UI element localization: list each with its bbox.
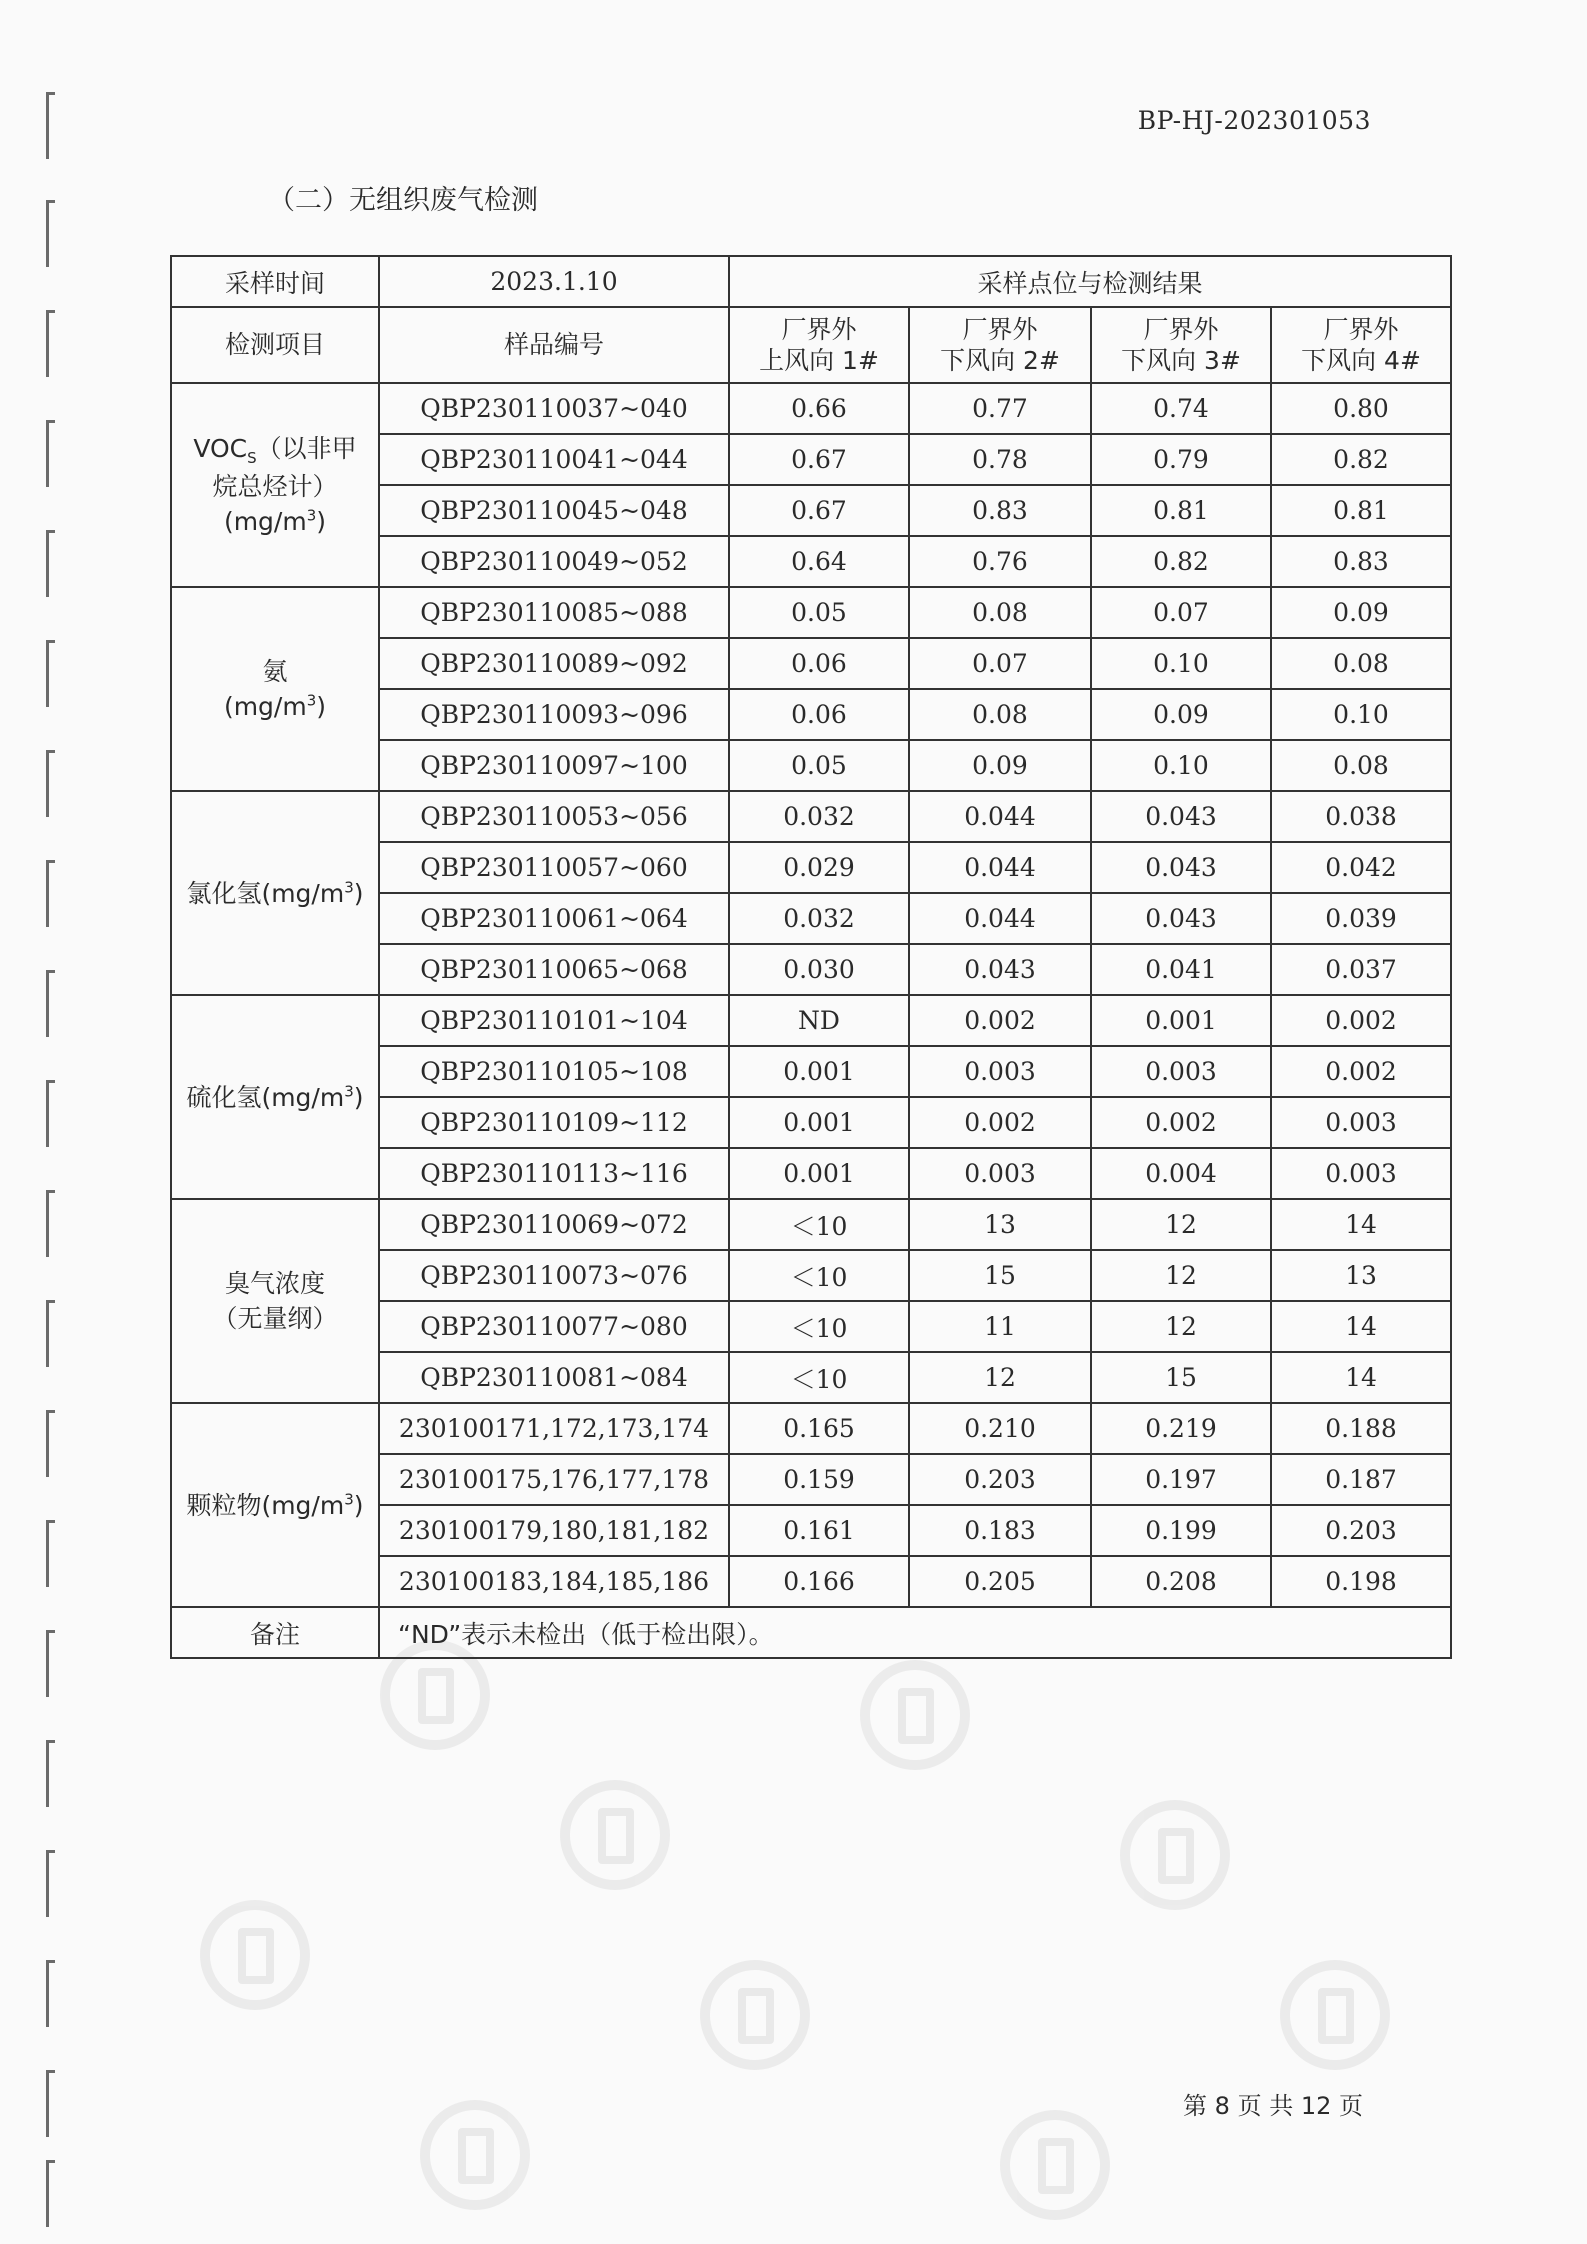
location-line2: 下风向 3# [1121,346,1241,375]
result-value-cell: 0.003 [909,1148,1091,1199]
binder-mark [46,970,55,1037]
watermark-logo [700,1960,810,2070]
result-value-cell: 11 [909,1301,1091,1352]
result-value-cell: 12 [909,1352,1091,1403]
binder-mark [46,310,55,377]
result-value-cell: 0.10 [1091,740,1271,791]
result-value-cell: ＜10 [729,1250,909,1301]
sample-number-cell: QBP230110065~068 [379,944,729,995]
result-value-cell: 12 [1091,1301,1271,1352]
result-value-cell: 0.032 [729,791,909,842]
result-value-cell: 14 [1271,1199,1451,1250]
result-value-cell: 0.043 [1091,893,1271,944]
result-value-cell: 0.188 [1271,1403,1451,1454]
sample-number-cell: QBP230110097~100 [379,740,729,791]
watermark-logo [1120,1800,1230,1910]
sample-number-cell: QBP230110069~072 [379,1199,729,1250]
result-value-cell: 13 [909,1199,1091,1250]
sample-number-cell: QBP230110045~048 [379,485,729,536]
watermark-logo [1280,1960,1390,2070]
binder-mark [46,530,55,597]
test-item-cell [171,791,379,995]
result-value-cell: 14 [1271,1352,1451,1403]
sample-number-cell: QBP230110057~060 [379,842,729,893]
result-value-cell: 0.002 [1091,1097,1271,1148]
binder-mark [46,1850,55,1917]
sample-number-cell: QBP230110073~076 [379,1250,729,1301]
note-row [171,1607,1451,1658]
watermark-logo [860,1660,970,1770]
test-item-line: 颗粒物$(mg/m^3)$ [186,1490,364,1520]
page-number: 第 8 页 共 12 页 [1183,2092,1363,2120]
result-value-cell: 0.044 [909,893,1091,944]
binder-mark [46,420,55,487]
test-item-line: 氨 [262,657,288,686]
result-value-cell: 0.208 [1091,1556,1271,1607]
test-item-line: $(mg/m^3)$ [223,691,327,721]
binder-mark [46,1740,55,1807]
binder-mark [46,860,55,927]
result-value-cell: ＜10 [729,1199,909,1250]
result-value-cell: 0.81 [1091,485,1271,536]
result-value-cell: 0.64 [729,536,909,587]
result-value-cell: 0.210 [909,1403,1091,1454]
test-item-line: 硫化氢$(mg/m^3)$ [186,1082,364,1112]
result-value-cell: 0.08 [1271,638,1451,689]
result-value-cell: 0.76 [909,536,1091,587]
result-value-cell: 0.08 [909,689,1091,740]
result-value-cell: 0.003 [1271,1097,1451,1148]
sample-no-header: 样品编号 [379,307,729,383]
test-item-line: （无量纲） [212,1304,338,1333]
result-value-cell: 0.002 [1271,995,1451,1046]
test-item-cell [171,1199,379,1403]
report-number: BP-HJ-202301053 [1137,106,1371,135]
binder-mark [46,1410,55,1477]
section-title: （二）无组织废气检测 [268,185,538,216]
sample-number-cell: QBP230110049~052 [379,536,729,587]
result-value-cell: 0.67 [729,434,909,485]
result-value-cell: 0.166 [729,1556,909,1607]
result-value-cell: 0.003 [1091,1046,1271,1097]
result-value-cell: 0.203 [1271,1505,1451,1556]
sample-number-cell: QBP230110037~040 [379,383,729,434]
watermark-logo [200,1900,310,2010]
sample-number-cell: 230100179,180,181,182 [379,1505,729,1556]
sample-number-cell: QBP230110041~044 [379,434,729,485]
result-value-cell: 0.003 [909,1046,1091,1097]
result-value-cell: 15 [1091,1352,1271,1403]
location-header [1271,307,1451,383]
results-header: 采样点位与检测结果 [729,256,1451,307]
binder-mark [46,1300,55,1367]
location-line1: 厂界外 [1323,314,1399,344]
result-value-cell: 0.043 [1091,791,1271,842]
result-value-cell: ＜10 [729,1352,909,1403]
sampling-date: 2023.1.10 [379,256,729,307]
location-header [729,307,909,383]
result-value-cell: 0.74 [1091,383,1271,434]
table-row [171,995,1451,1046]
sample-number-cell: QBP230110085~088 [379,587,729,638]
location-line1: 厂界外 [781,314,857,344]
result-value-cell: 0.187 [1271,1454,1451,1505]
result-value-cell: 0.09 [1091,689,1271,740]
result-value-cell: 0.044 [909,791,1091,842]
result-value-cell: 0.09 [1271,587,1451,638]
location-header [1091,307,1271,383]
result-value-cell: 0.10 [1271,689,1451,740]
result-value-cell: 0.001 [729,1148,909,1199]
result-value-cell: 0.205 [909,1556,1091,1607]
result-value-cell: 0.001 [729,1097,909,1148]
table-row [171,1403,1451,1454]
result-value-cell: 0.042 [1271,842,1451,893]
result-value-cell: 0.001 [1091,995,1271,1046]
item-header: 检测项目 [171,307,379,383]
result-value-cell: 0.10 [1091,638,1271,689]
result-value-cell: 0.203 [909,1454,1091,1505]
result-value-cell: 0.79 [1091,434,1271,485]
binder-mark [46,640,55,707]
result-value-cell: 0.08 [909,587,1091,638]
result-value-cell: 0.81 [1271,485,1451,536]
watermark-logo [420,2100,530,2210]
result-value-cell: 0.161 [729,1505,909,1556]
sample-number-cell: QBP230110089~092 [379,638,729,689]
binder-mark [46,1190,55,1257]
result-value-cell: 15 [909,1250,1091,1301]
test-item-line: 氯化氢$(mg/m^3)$ [186,878,364,908]
result-value-cell: 0.82 [1271,434,1451,485]
sample-number-cell: 230100171,172,173,174 [379,1403,729,1454]
result-value-cell: 0.08 [1271,740,1451,791]
binder-mark [46,2070,55,2137]
table-row [171,383,1451,434]
result-value-cell: 0.197 [1091,1454,1271,1505]
result-value-cell: 0.09 [909,740,1091,791]
binder-mark [46,1960,55,2027]
result-value-cell: 0.002 [1271,1046,1451,1097]
results-table [170,255,1452,1659]
watermark-logo [1000,2110,1110,2220]
note-label: 备注 [171,1607,379,1658]
result-value-cell: 0.06 [729,689,909,740]
location-line2: 下风向 2# [940,346,1060,375]
result-value-cell: 0.003 [1271,1148,1451,1199]
location-line1: 厂界外 [962,314,1038,344]
test-item-line: 烷总烃计） [212,472,338,501]
binder-mark [46,1520,55,1587]
result-value-cell: 0.038 [1271,791,1451,842]
result-value-cell: 12 [1091,1250,1271,1301]
location-line2: 上风向 1# [759,346,879,375]
result-value-cell: 0.043 [1091,842,1271,893]
table-row [171,587,1451,638]
sample-number-cell: 230100175,176,177,178 [379,1454,729,1505]
result-value-cell: 0.06 [729,638,909,689]
result-value-cell: 0.029 [729,842,909,893]
result-value-cell: 0.043 [909,944,1091,995]
result-value-cell: 0.66 [729,383,909,434]
result-value-cell: 0.199 [1091,1505,1271,1556]
test-item-line: $VOC_S$（以非甲 [193,434,357,467]
table-header-row [171,256,1451,307]
result-value-cell: 0.07 [1091,587,1271,638]
result-value-cell: 0.044 [909,842,1091,893]
binder-mark [46,750,55,817]
sample-number-cell: 230100183,184,185,186 [379,1556,729,1607]
sample-number-cell: QBP230110081~084 [379,1352,729,1403]
result-value-cell: 0.82 [1091,536,1271,587]
result-value-cell: 0.05 [729,740,909,791]
result-value-cell: 0.004 [1091,1148,1271,1199]
test-item-cell [171,995,379,1199]
result-value-cell: 13 [1271,1250,1451,1301]
result-value-cell: 0.219 [1091,1403,1271,1454]
test-item-cell [171,1403,379,1607]
result-value-cell: 0.030 [729,944,909,995]
result-value-cell: 0.165 [729,1403,909,1454]
watermark-logo [560,1780,670,1890]
test-item-line: $(mg/m^3)$ [223,506,327,536]
sample-number-cell: QBP230110053~056 [379,791,729,842]
result-value-cell: 14 [1271,1301,1451,1352]
sample-number-cell: QBP230110105~108 [379,1046,729,1097]
result-value-cell: 0.037 [1271,944,1451,995]
binder-mark [46,1080,55,1147]
test-item-cell [171,383,379,587]
table-row [171,1199,1451,1250]
result-value-cell: ND [729,995,909,1046]
result-value-cell: 0.83 [909,485,1091,536]
result-value-cell: 0.001 [729,1046,909,1097]
result-value-cell: 12 [1091,1199,1271,1250]
result-value-cell: 0.002 [909,995,1091,1046]
sample-number-cell: QBP230110101~104 [379,995,729,1046]
sample-number-cell: QBP230110061~064 [379,893,729,944]
result-value-cell: 0.80 [1271,383,1451,434]
sample-number-cell: QBP230110113~116 [379,1148,729,1199]
result-value-cell: 0.198 [1271,1556,1451,1607]
table-row [171,791,1451,842]
location-header [909,307,1091,383]
result-value-cell: 0.041 [1091,944,1271,995]
result-value-cell: 0.002 [909,1097,1091,1148]
result-value-cell: 0.032 [729,893,909,944]
sample-number-cell: QBP230110077~080 [379,1301,729,1352]
test-item-line: 臭气浓度 [224,1269,325,1298]
result-value-cell: 0.67 [729,485,909,536]
table-subheader-row [171,307,1451,383]
location-line1: 厂界外 [1143,314,1219,344]
result-value-cell: 0.07 [909,638,1091,689]
result-value-cell: 0.039 [1271,893,1451,944]
binder-mark [46,200,55,267]
binder-mark [46,2160,55,2227]
result-value-cell: ＜10 [729,1301,909,1352]
result-value-cell: 0.78 [909,434,1091,485]
location-line2: 下风向 4# [1301,346,1421,375]
binder-mark [46,1630,55,1697]
test-item-cell [171,587,379,791]
result-value-cell: 0.77 [909,383,1091,434]
result-value-cell: 0.159 [729,1454,909,1505]
note-text: “ND”表示未检出（低于检出限）。 [379,1607,1451,1658]
result-value-cell: 0.83 [1271,536,1451,587]
sampling-time-label: 采样时间 [171,256,379,307]
binder-mark [46,92,55,159]
sample-number-cell: QBP230110109~112 [379,1097,729,1148]
result-value-cell: 0.05 [729,587,909,638]
result-value-cell: 0.183 [909,1505,1091,1556]
sample-number-cell: QBP230110093~096 [379,689,729,740]
